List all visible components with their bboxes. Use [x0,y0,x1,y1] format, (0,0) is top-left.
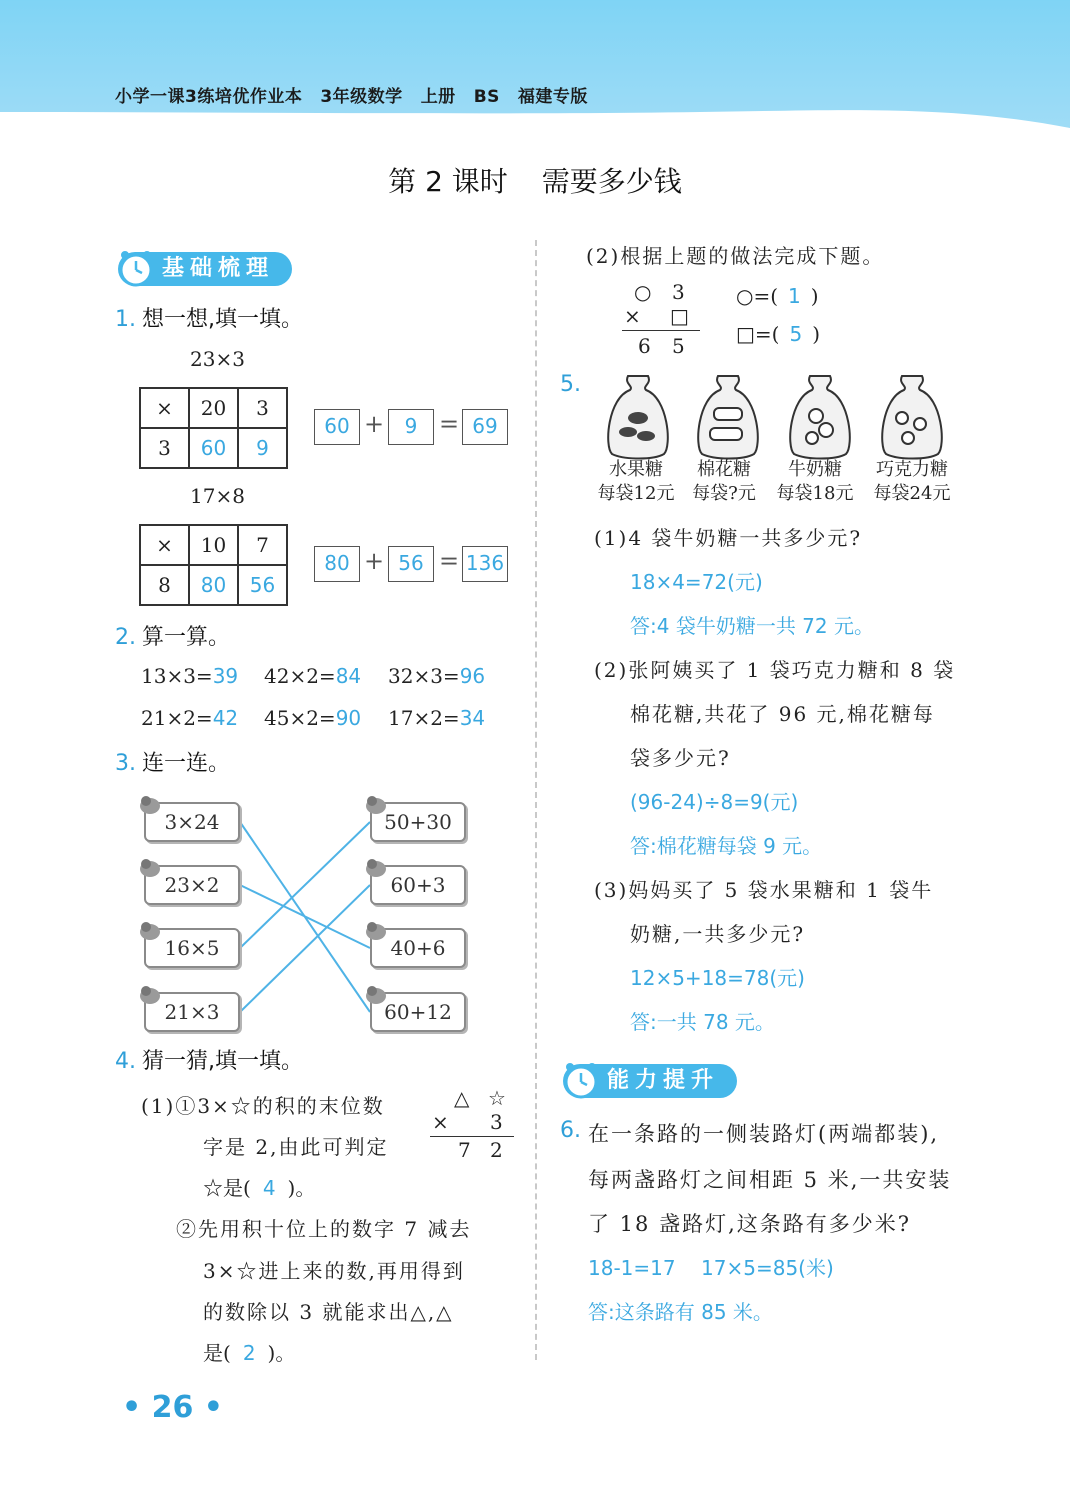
marshmallow-bag-icon [698,376,758,459]
alarm-clock-icon [559,1058,603,1102]
triangle-answer: 2 [242,1341,256,1365]
candy-bags-illustration [590,368,970,460]
milk-candy-bag-icon [790,376,850,459]
q3-right-card[interactable]: 40+6 [370,928,466,968]
q4-part2-text: (2)根据上题的做法完成下题。 [586,244,885,268]
q6-answer: 答:这条路有 85 米。 [588,1300,773,1324]
q2-item: 45×2=90 [264,706,362,730]
q6-question-line: 在一条路的一侧装路灯(两端都装), [588,1122,940,1146]
q6-calc: 18-1=17 17×5=85(米) [588,1256,834,1280]
squirrel-icon [138,792,166,816]
squirrel-icon [364,855,392,879]
section-badge-advanced: 能力提升 [563,1064,737,1098]
q1a-expression: 23×3 [190,347,245,371]
equals-sign: = [439,547,460,575]
squirrel-icon [138,982,166,1006]
q1a-grid: × 20 3 3 60 9 [139,387,288,469]
q6-question-line: 每两盏路灯之间相距 5 米,一共安装 [588,1168,952,1192]
page-number: • 26 • [122,1390,223,1425]
q3-right-card[interactable]: 50+30 [370,802,466,842]
vertical-multiplication-2: ○ 3 × □ 6 5 [622,280,702,360]
q5-part3-question: (3)妈妈买了 5 袋水果糖和 1 袋牛 [594,878,934,902]
q1a-box-2[interactable]: 9 [388,409,434,445]
squirrel-icon [364,792,392,816]
star-answer: 4 [262,1176,276,1200]
q5-number: 5. [560,372,581,397]
q1b-box-3[interactable]: 136 [462,546,508,582]
q4-text-line: 是( 2 )。 [203,1341,296,1365]
q4-text-line: 字是 2,由此可判定 [203,1135,389,1159]
q1b-expression: 17×8 [190,484,245,508]
q2-item: 21×2=42 [141,706,239,730]
fruit-candy-bag-icon [608,376,668,459]
q1b-grid: × 10 7 8 80 56 [139,524,288,606]
bag-label-chocolate: 巧克力糖 每袋24元 [873,459,951,504]
q3-right-card[interactable]: 60+3 [370,865,466,905]
squirrel-icon [364,918,392,942]
q3-left-card[interactable]: 21×3 [144,992,240,1032]
q5-part1-question: (1)4 袋牛奶糖一共多少元? [594,526,863,550]
q1-title: 1. 想一想,填一填。 [115,307,303,332]
q5-part2-answer: 答:棉花糖每袋 9 元。 [630,834,823,858]
equals-sign: = [439,410,460,438]
plus-sign: + [364,410,385,438]
q6-question-line: 了 18 盏路灯,这条路有多少米? [588,1212,912,1236]
squirrel-icon [138,855,166,879]
q3-title: 3. 连一连。 [115,751,231,776]
q5-part2-calc: (96-24)÷8=9(元) [630,790,799,814]
bag-label-milk: 牛奶糖 每袋18元 [776,459,854,504]
q2-item: 32×3=96 [388,664,486,688]
q1a-box-1[interactable]: 60 [314,409,360,445]
q5-part3-answer: 答:一共 78 元。 [630,1010,775,1034]
q4-text-line: 的数除以 3 就能求出△,△ [203,1300,454,1324]
q4-text-line: ②先用积十位上的数字 7 减去 [176,1217,472,1241]
plus-sign: + [364,547,385,575]
q5-part1-calc: 18×4=72(元) [630,570,763,594]
header-text: 小学一课3练培优作业本 3年级数学 上册 BS 福建专版 [115,87,588,107]
q2-item: 17×2=34 [388,706,486,730]
section-badge-basic: 基础梳理 [118,252,292,286]
bag-label-marshmallow: 棉花糖 每袋?元 [692,459,756,504]
q4-text-line: ☆是( 4 )。 [203,1176,316,1200]
q5-part3-question: 奶糖,一共多少元? [630,922,806,946]
q3-left-card[interactable]: 3×24 [144,802,240,842]
squirrel-icon [364,982,392,1006]
lesson-title: 第 2 课时 需要多少钱 [388,165,682,198]
q2-title: 2. 算一算。 [115,625,231,650]
q1b-box-2[interactable]: 56 [388,546,434,582]
q1a-box-3[interactable]: 69 [462,409,508,445]
bag-label-fruit: 水果糖 每袋12元 [597,459,675,504]
squirrel-icon [138,918,166,942]
q1b-box-1[interactable]: 80 [314,546,360,582]
q3-left-card[interactable]: 16×5 [144,928,240,968]
q4-title: 4. 猜一猜,填一填。 [115,1049,303,1074]
vertical-multiplication-1: △ ☆ × 3 7 2 [430,1086,514,1166]
q3-right-card[interactable]: 60+12 [370,992,466,1032]
q5-part2-question: (2)张阿姨买了 1 袋巧克力糖和 8 袋 [594,658,956,682]
q4-text-line: (1)①3×☆的积的末位数 [141,1094,385,1118]
q2-item: 42×2=84 [264,664,362,688]
chocolate-bag-icon [882,376,942,459]
square-answer-line: □=( 5 ) [736,322,821,346]
q6-number: 6. [560,1118,581,1143]
circle-answer-line: ○=( 1 ) [736,284,819,308]
q5-part1-answer: 答:4 袋牛奶糖一共 72 元。 [630,614,874,638]
q5-part2-question: 袋多少元? [630,746,731,770]
q5-part2-question: 棉花糖,共花了 96 元,棉花糖每 [630,702,935,726]
q4-text-line: 3×☆进上来的数,再用得到 [203,1259,465,1283]
q5-part3-calc: 12×5+18=78(元) [630,966,805,990]
q3-left-card[interactable]: 23×2 [144,865,240,905]
q2-item: 13×3=39 [141,664,239,688]
